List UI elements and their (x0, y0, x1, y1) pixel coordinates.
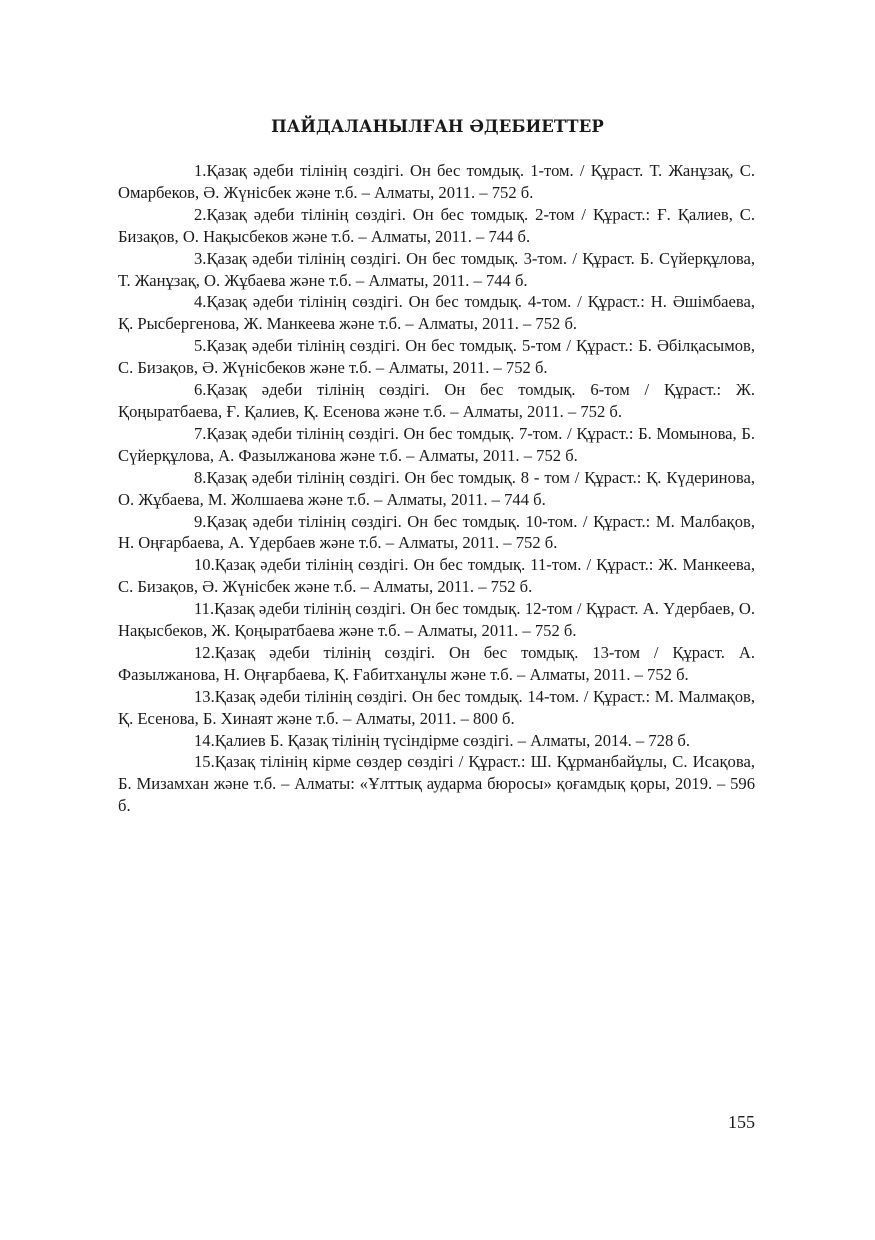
reference-number: 10. (194, 555, 215, 575)
reference-text: Қазақ әдеби тілінің сөздігі. Он бес томдық. 7-том. / Құраст.: Б. Момынова, Б. Сүйерқұлова, А. Фазылжанова және т.б. – Алматы, 2011. – 752 б. (118, 423, 755, 465)
reference-text: Қазақ әдеби тілінің сөздігі. Он бес томдық. 13-том / Құраст. А. Фазылжанова, Н. Оңғарбаева, Қ. Ғабитханұлы және т.б. – Алматы, 2011. – 752 б. (118, 642, 755, 684)
reference-text: Қазақ әдеби тілінің сөздігі. Он бес томдық. 11-том. / Құраст.: Ж. Манкеева, С. Бизақов, Ә. Жүнісбек және т.б. – Алматы, 2011. – 752 б. (118, 555, 755, 597)
reference-number: 9. (194, 511, 207, 531)
reference-number: 2. (194, 204, 207, 224)
reference-text: Қазақ әдеби тілінің сөздігі. Он бес томдық. 14-том. / Құраст.: М. Малмақов, Қ. Есенова, Б. Хинаят және т.б. – Алматы, 2011. – 800 б. (118, 686, 755, 728)
reference-number: 1. (194, 161, 207, 180)
reference-item (118, 598, 755, 642)
reference-item (118, 248, 755, 292)
reference-item (118, 686, 755, 730)
reference-text: Қазақ әдеби тілінің сөздігі. Он бес томдық. 5-том / Құраст.: Б. Әбілқасымов, С. Бизақов, Ә. Жүнісбеков және т.б. – Алматы, 2011. – 752 б. (118, 336, 755, 378)
reference-number: 3. (194, 248, 207, 268)
reference-number: 7. (194, 423, 207, 443)
reference-text: Қазақ әдеби тілінің сөздігі. Он бес томдық. 3-том. / Құраст. Б. Сүйерқұлова, Т. Жанұзақ, О. Жұбаева және т.б. – Алматы, 2011. – 744 б. (118, 248, 755, 290)
reference-text: Қазақ әдеби тілінің сөздігі. Он бес томдық. 6-том / Құраст.: Ж. Қоңыратбаева, Ғ. Қалиев, Қ. Есенова және т.б. – Алматы, 2011. – 752 б. (118, 380, 755, 421)
reference-number: 5. (194, 336, 207, 356)
reference-number: 8. (194, 467, 207, 487)
reference-item (118, 335, 755, 379)
reference-number: 14. (194, 730, 215, 750)
reference-text: Қазақ әдеби тілінің сөздігі. Он бес томдық. 10-том. / Құраст.: М. Малбақов, Н. Оңғарбаева, А. Үдербаев және т.б. – Алматы, 2011. – 752 б. (118, 511, 755, 553)
reference-text: Қалиев Б. Қазақ тілінің түсіндірме сөздігі. – Алматы, 2014. – 728 б. (214, 730, 690, 750)
reference-item (118, 467, 755, 511)
reference-item (118, 423, 755, 467)
reference-text: Қазақ әдеби тілінің сөздігі. Он бес томдық. 2-том / Құраст.: Ғ. Қалиев, С. Бизақов, О. Нақысбеков және т.б. – Алматы, 2011. – 744 б. (118, 204, 755, 246)
reference-text: Қазақ әдеби тілінің сөздігі. Он бес томдық. 8 - том / Құраст.: Қ. Күдеринова, О. Жұбаева, М. Жолшаева және т.б. – Алматы, 2011. – 744 б. (118, 467, 755, 509)
reference-number: 15. (194, 752, 215, 772)
reference-text: Қазақ әдеби тілінің сөздігі. Он бес томдық. 1-том. / Құраст. Т. Жанұзақ, С. Омарбеков, Ә. Жүнісбек және т.б. – Алматы, 2011. – 752 б. (118, 161, 755, 202)
reference-item (118, 204, 755, 248)
reference-item (118, 511, 755, 555)
reference-item (118, 291, 755, 335)
page-title: ПАЙДАЛАНЫЛҒАН ӘДЕБИЕТТЕР (271, 117, 604, 136)
reference-text: Қазақ әдеби тілінің сөздігі. Он бес томдық. 12-том / Құраст. А. Үдербаев, О. Нақысбеков, Ж. Қоңыратбаева және т.б. – Алматы, 2011. – 752 б. (118, 599, 755, 641)
reference-number: 6. (194, 380, 207, 400)
reference-item (118, 379, 755, 423)
reference-number: 13. (194, 686, 215, 706)
reference-text: Қазақ тілінің кірме сөздер сөздігі / Құраст.: Ш. Құрманбайұлы, С. Исақова, Б. Мизамхан және т.б. – Алматы: «Ұлттық аудармa бюросы» қоғамдық қоры, 2019. – 596 б. (118, 752, 755, 816)
reference-item (118, 730, 755, 752)
reference-number: 11. (194, 599, 215, 619)
reference-number: 12. (194, 642, 215, 662)
reference-item (118, 160, 755, 204)
reference-number: 4. (194, 292, 207, 312)
reference-item (118, 751, 755, 817)
page-number: 155 (728, 1112, 755, 1132)
reference-text: Қазақ әдеби тілінің сөздігі. Он бес томдық. 4-том. / Құраст.: Н. Әшімбаева, Қ. Рысбергенова, Ж. Манкеева және т.б. – Алматы, 2011. – 752 б. (118, 292, 755, 334)
reference-item (118, 642, 755, 686)
reference-list (118, 160, 755, 817)
reference-item (118, 554, 755, 598)
